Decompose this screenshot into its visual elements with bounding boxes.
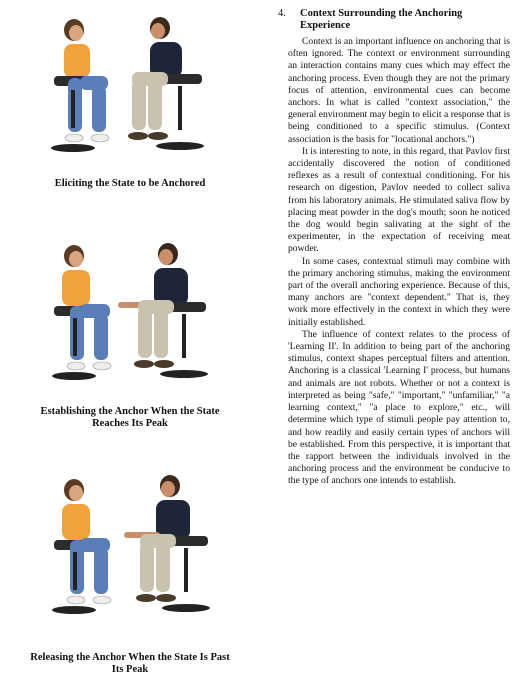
caption-releasing-line1: Releasing the Anchor When the State Is Past bbox=[30, 652, 230, 663]
paragraph-pavlov: It is interesting to note, in this regard, that Pavlov first accidentally discovered the notion of conditioned reflexes as a result of contextual conditioning. For his research on digestion, Pavlov needed to collect saliva from his laboratory animals. He stimulated saliva flow by placing meat powder in the dog's mouth; soon he noticed the dog would begin salivating at the sight of the experimenter, in the expectation of receiving meat powder. bbox=[288, 145, 510, 255]
caption-establishing-anchor bbox=[0, 406, 260, 430]
caption-establishing-line1: Establishing the Anchor When the State bbox=[40, 406, 220, 417]
section-title: Context Surrounding the Anchoring Experience bbox=[300, 8, 463, 31]
paragraph-context-influence: Context is an important influence on anchoring that is often ignored. The context or environment surrounding an interaction contains many cues which may effect the anchoring process. Even though they are not the primary focus of attention, environmental cues can become anchors. In what is called "context association," the general environment may begin to elicit a response that is being conditioned to a specific stimulus. (Context association is the basis for "locational anchors.") bbox=[288, 36, 510, 145]
paragraph-learning-ii: The influence of context relates to the process of 'Learning II'. In addition to being part of the anchoring stimulus, context shapes perceptual filters and attention. Anchoring is a classical 'Learning I' process, but humans and animals are not robots. Whether or not a context is interpreted as being "safe," "important," "unfamiliar," "a learning context," "a place to explore," etc., will determine which type of stimuli people pay attention to, and how readily and easily certain types of anchors will be established. From this perspective, it is important that the rapport between the individuals involved in the anchoring process and the environment be conducive to the type of anchors one intends to establish. bbox=[288, 328, 510, 487]
caption-releasing-line2: Its Peak bbox=[111, 664, 149, 675]
caption-releasing-anchor bbox=[0, 652, 260, 676]
caption-establishing-line2: Reaches Its Peak bbox=[92, 418, 168, 429]
caption-eliciting-state: Eliciting the State to be Anchored bbox=[54, 178, 206, 189]
section-heading bbox=[278, 8, 510, 32]
section-number: 4. bbox=[278, 8, 286, 19]
people-seated-illustration-2 bbox=[40, 240, 220, 385]
people-seated-illustration-1 bbox=[40, 14, 220, 159]
text-column bbox=[278, 8, 510, 488]
photo-eliciting-state bbox=[40, 14, 220, 159]
paragraph-context-dependent: In some cases, contextual stimuli may combine with the primary anchoring stimulus, making the environment part of the overall anchoring experience. Because of this, many anchors are "context dependent." That is, they work more effectively in the context in which they were initially established. bbox=[288, 255, 510, 328]
people-seated-illustration-3 bbox=[40, 474, 220, 619]
photo-establishing-anchor bbox=[40, 240, 220, 385]
photo-releasing-anchor bbox=[40, 474, 220, 619]
